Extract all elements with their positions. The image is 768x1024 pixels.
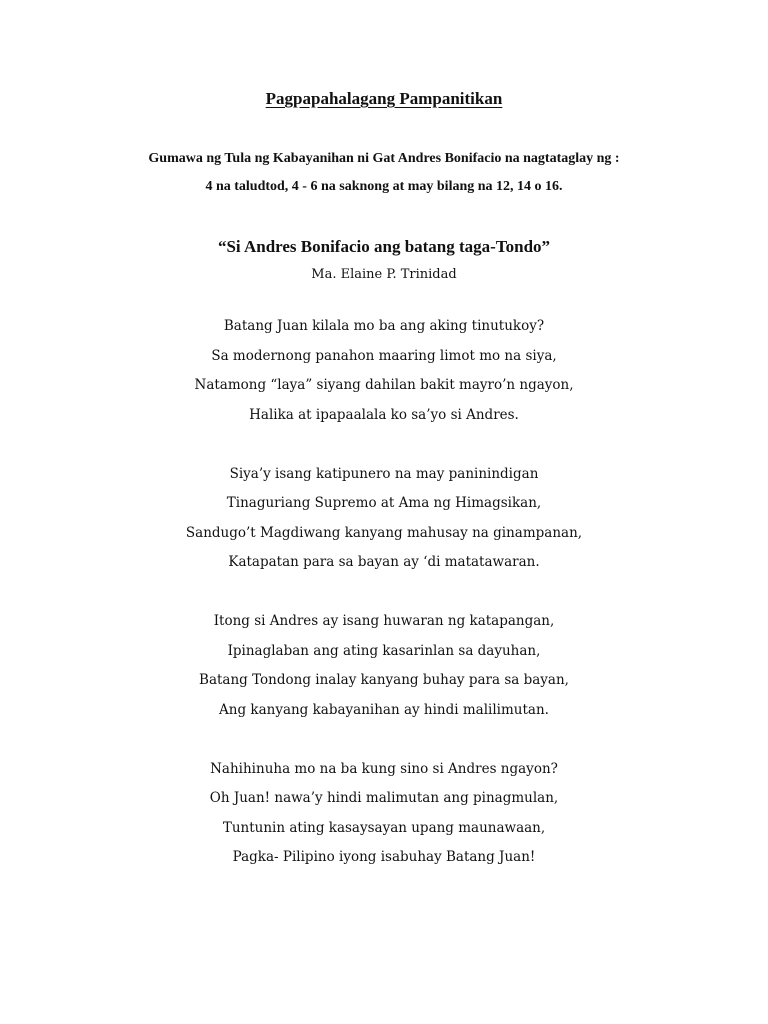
verse-line: Sa modernong panahon maaring limot mo na siya, — [211, 348, 557, 364]
instruction-line: Gumawa ng Tula ng Kabayanihan ni Gat Andres Bonifacio na nagtataglay ng : — [148, 151, 620, 166]
poem-title: “Si Andres Bonifacio ang batang taga-Tondo” — [217, 237, 551, 256]
verse-line: Itong si Andres ay isang huwaran ng katapangan, — [213, 613, 555, 629]
verse-line: Ipinaglaban ang ating kasarinlan sa dayuhan, — [227, 643, 541, 659]
verse-line: Natamong “laya” siyang dahilan bakit mayro’n ngayon, — [194, 377, 574, 393]
verse-line: Tuntunin ating kasaysayan upang maunawaan, — [222, 820, 546, 836]
verse-line: Pagka- Pilipino iyong isabuhay Batang Juan! — [232, 849, 536, 865]
poem-author: Ma. Elaine P. Trinidad — [311, 267, 457, 282]
page-heading: Pagpapahalagang Pampanitikan — [265, 89, 503, 108]
verse-line: Nahihinuha mo na ba kung sino si Andres ngayon? — [210, 761, 558, 777]
verse-line: Batang Juan kilala mo ba ang aking tinutukoy? — [223, 318, 545, 334]
instruction-line: 4 na taludtod, 4 - 6 na saknong at may bilang na 12, 14 o 16. — [205, 179, 563, 194]
verse-line: Sandugo’t Magdiwang kanyang mahusay na ginampanan, — [185, 525, 583, 541]
verse-line: Tinaguriang Supremo at Ama ng Himagsikan, — [226, 495, 542, 511]
verse-line: Siya’y isang katipunero na may paninindigan — [229, 466, 539, 482]
verse-line: Ang kanyang kabayanihan ay hindi malilimutan. — [219, 702, 549, 718]
verse-line: Oh Juan! nawa’y hindi malimutan ang pinagmulan, — [209, 790, 559, 806]
verse-line: Katapatan para sa bayan ay ‘di matatawaran. — [228, 554, 540, 570]
verse-line: Batang Tondong inalay kanyang buhay para sa bayan, — [199, 672, 569, 688]
verse-line: Halika at ipapaalala ko sa’yo si Andres. — [249, 407, 519, 423]
